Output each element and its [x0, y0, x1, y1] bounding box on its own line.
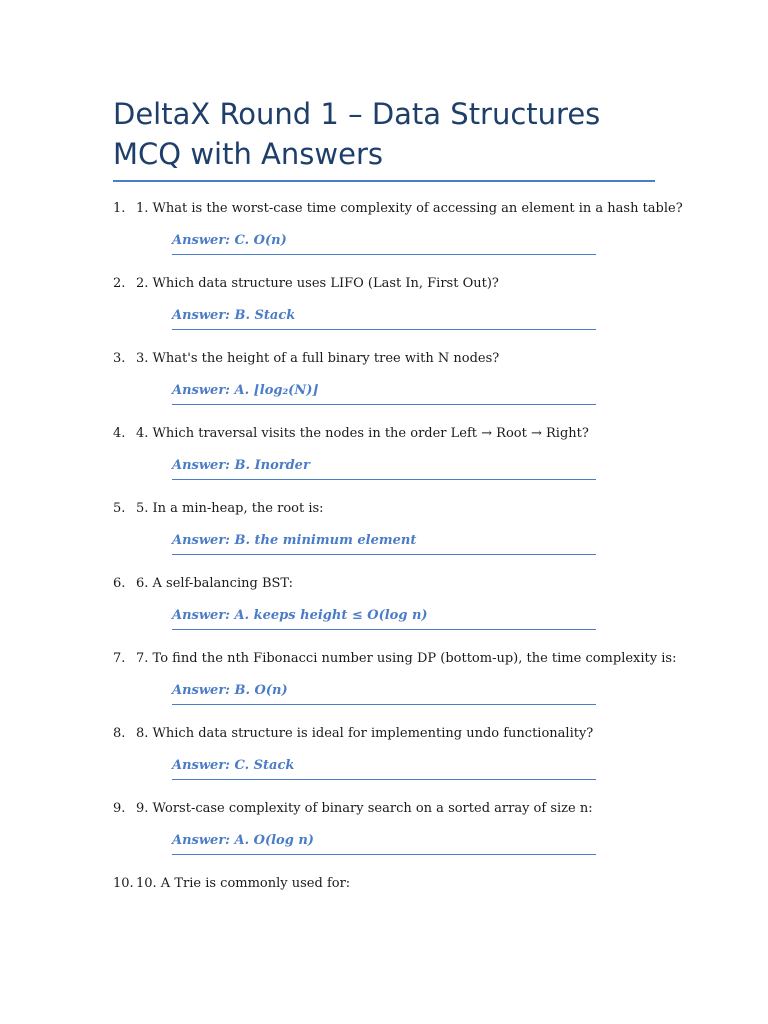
question-text: 10. A Trie is commonly used for: — [136, 876, 351, 891]
question-text: 6. A self-balancing BST: — [136, 576, 293, 591]
page-title: DeltaX Round 1 – Data Structures MCQ with Answers — [113, 97, 601, 171]
question-text: 7. To find the nth Fibonacci number using DP (bottom-up), the time complexity is: — [136, 651, 677, 666]
question-number: 1. — [113, 201, 126, 216]
question-number: 10. — [113, 876, 134, 891]
question-number: 4. — [113, 426, 126, 441]
question-number: 9. — [113, 801, 126, 816]
question-list — [113, 200, 683, 950]
question-text: 9. Worst-case complexity of binary search on a sorted array of size n: — [136, 801, 593, 816]
question-number: 6. — [113, 576, 126, 591]
answer-text: Answer: B. Stack — [172, 307, 596, 330]
question-number: 2. — [113, 276, 126, 291]
question-item — [113, 800, 673, 875]
question-item — [113, 875, 673, 950]
question-number: 5. — [113, 501, 126, 516]
question-text: 8. Which data structure is ideal for implementing undo functionality? — [136, 726, 594, 741]
question-text: 1. What is the worst-case time complexity of accessing an element in a hash table? — [136, 201, 683, 216]
question-text: 5. In a min-heap, the root is: — [136, 501, 324, 516]
answer-text: Answer: A. O(log n) — [172, 832, 596, 855]
answer-text: Answer: A. keeps height ≤ O(log n) — [172, 607, 596, 630]
answer-text: Answer: A. ⌊log₂(N)⌋ — [172, 382, 596, 405]
question-number: 7. — [113, 651, 126, 666]
question-number: 8. — [113, 726, 126, 741]
question-item — [113, 200, 683, 275]
question-item — [113, 275, 673, 350]
answer-text: Answer: C. Stack — [172, 757, 596, 780]
answer-text: Answer: B. the minimum element — [172, 532, 596, 555]
title-divider — [113, 180, 655, 182]
question-number: 3. — [113, 351, 126, 366]
answer-text: Answer: B. Inorder — [172, 457, 596, 480]
answer-text: Answer: B. O(n) — [172, 682, 596, 705]
question-item — [113, 650, 677, 725]
question-text: 4. Which traversal visits the nodes in the order Left → Root → Right? — [136, 426, 589, 441]
question-text: 3. What's the height of a full binary tree with N nodes? — [136, 351, 500, 366]
question-text: 2. Which data structure uses LIFO (Last In, First Out)? — [136, 276, 499, 291]
question-item — [113, 425, 673, 500]
question-item — [113, 725, 673, 800]
question-item — [113, 500, 673, 575]
question-item — [113, 575, 673, 650]
answer-text: Answer: C. O(n) — [172, 232, 596, 255]
question-item — [113, 350, 673, 425]
